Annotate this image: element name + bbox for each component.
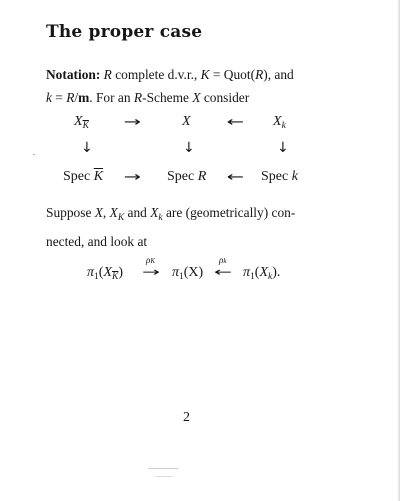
notation-var: X bbox=[192, 90, 201, 105]
notation-var: R bbox=[103, 67, 112, 82]
notation-var: R bbox=[66, 90, 75, 105]
slide-title: The proper case bbox=[46, 22, 203, 42]
arrow-down-left: ↓ bbox=[81, 140, 93, 156]
arrow-down-right: ↓ bbox=[277, 140, 289, 156]
notation-var: K bbox=[200, 67, 210, 82]
rho-k-label: ρk bbox=[219, 255, 227, 265]
pi1-x-k: $\pi_1(X_k)$. bbox=[243, 265, 281, 282]
notation-ideal: m bbox=[78, 90, 90, 105]
node-spec-r: Spec R bbox=[167, 169, 207, 184]
node-var: X bbox=[273, 114, 282, 129]
notation-paragraph bbox=[46, 63, 366, 109]
notation-label: Notation: bbox=[46, 67, 101, 82]
arrow-rho-K: → bbox=[141, 265, 161, 279]
page-number: 2 bbox=[183, 410, 190, 425]
node-var: X bbox=[74, 114, 83, 129]
scan-mark bbox=[155, 476, 173, 477]
commutative-diagram bbox=[0, 114, 400, 190]
notation-var: R bbox=[255, 67, 264, 82]
fundamental-group-maps bbox=[0, 253, 400, 293]
arrow-right-bottom: → bbox=[123, 170, 142, 185]
node-x-kbar bbox=[74, 114, 89, 131]
arrow-left-top: ← bbox=[226, 115, 245, 130]
node-x-k bbox=[273, 114, 286, 131]
node-subscript: K bbox=[82, 121, 89, 131]
node-subscript: k bbox=[281, 121, 286, 131]
pi1-x-kbar: $\pi_1(X_{\overline{K}})$ bbox=[87, 265, 124, 282]
body-paragraph: Suppose X, $X_K$ and $X_k$ are (geometrically) con- nected, and look at bbox=[46, 205, 296, 249]
notation-text: complete d.v.r., bbox=[111, 67, 201, 82]
scan-mark bbox=[148, 468, 178, 469]
notation-text: = bbox=[51, 90, 67, 105]
notation-var: k bbox=[46, 90, 52, 105]
node-spec-kbar: Spec $\overline{K}$ bbox=[63, 169, 104, 184]
notation-var: R bbox=[133, 90, 143, 105]
arrow-right-top: → bbox=[123, 115, 142, 130]
pi1-x: $\pi_1(X)$ bbox=[172, 265, 204, 282]
notation-text: / bbox=[74, 90, 79, 105]
notation-text: consider bbox=[200, 90, 250, 105]
notation-text: = Quot( bbox=[209, 67, 256, 82]
arrow-rho-k: ← bbox=[213, 265, 233, 279]
notation-text: -Scheme bbox=[142, 90, 193, 105]
notation-text: . For an bbox=[89, 90, 134, 105]
node-spec-k: Spec k bbox=[261, 169, 298, 184]
notation-text: ), and bbox=[263, 67, 294, 82]
arrow-down-mid: ↓ bbox=[183, 140, 195, 156]
arrow-left-bottom: ← bbox=[226, 170, 245, 185]
node-x: X bbox=[182, 114, 191, 129]
rho-K-label: ρK bbox=[146, 255, 155, 265]
